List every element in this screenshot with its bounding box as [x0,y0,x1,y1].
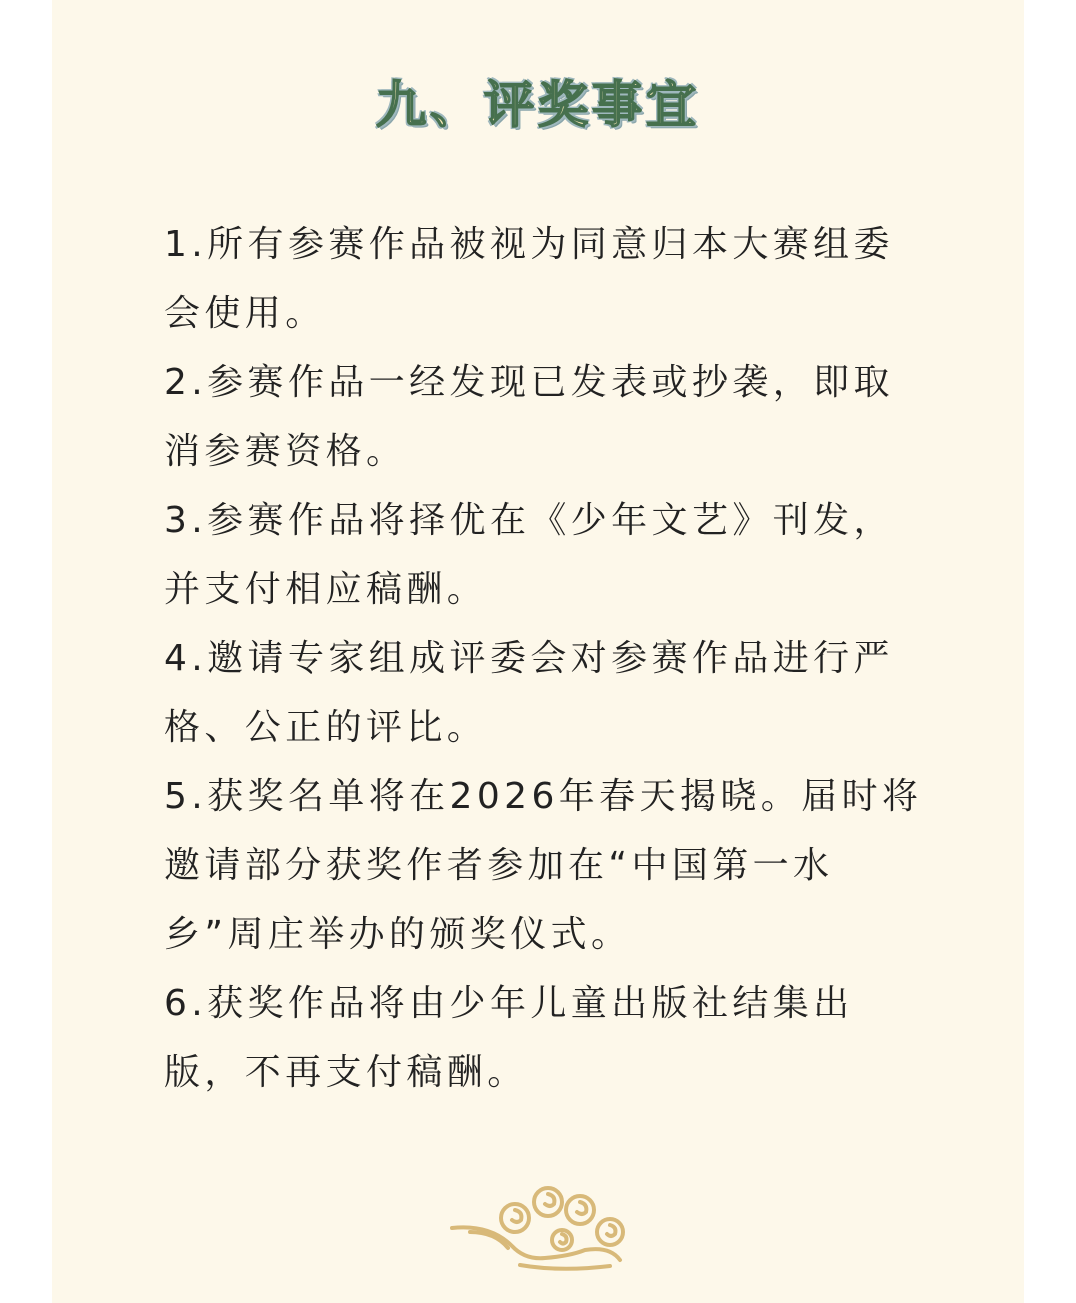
rule-item-5: 5.获奖名单将在2026年春天揭晓。届时将邀请部分获奖作者参加在“中国第一水乡”周庄举办的颁奖仪式。 [164,776,923,955]
rule-item-4: 4.邀请专家组成评委会对参赛作品进行严格、公正的评比。 [164,638,894,748]
rule-item-6: 6.获奖作品将由少年儿童出版社结集出版，不再支付稿酬。 [164,983,854,1093]
rule-item-2: 2.参赛作品一经发现已发表或抄袭，即取消参赛资格。 [164,362,894,472]
rules-list [164,210,924,1107]
document-page [52,0,1024,1303]
section-title: 九、评奖事宜 [376,76,700,134]
rule-item-3: 3.参赛作品将择优在《少年文艺》刊发，并支付相应稿酬。 [164,500,894,610]
rule-item-1: 1.所有参赛作品被视为同意归本大赛组委会使用。 [164,224,894,334]
auspicious-cloud-icon [450,1180,630,1280]
